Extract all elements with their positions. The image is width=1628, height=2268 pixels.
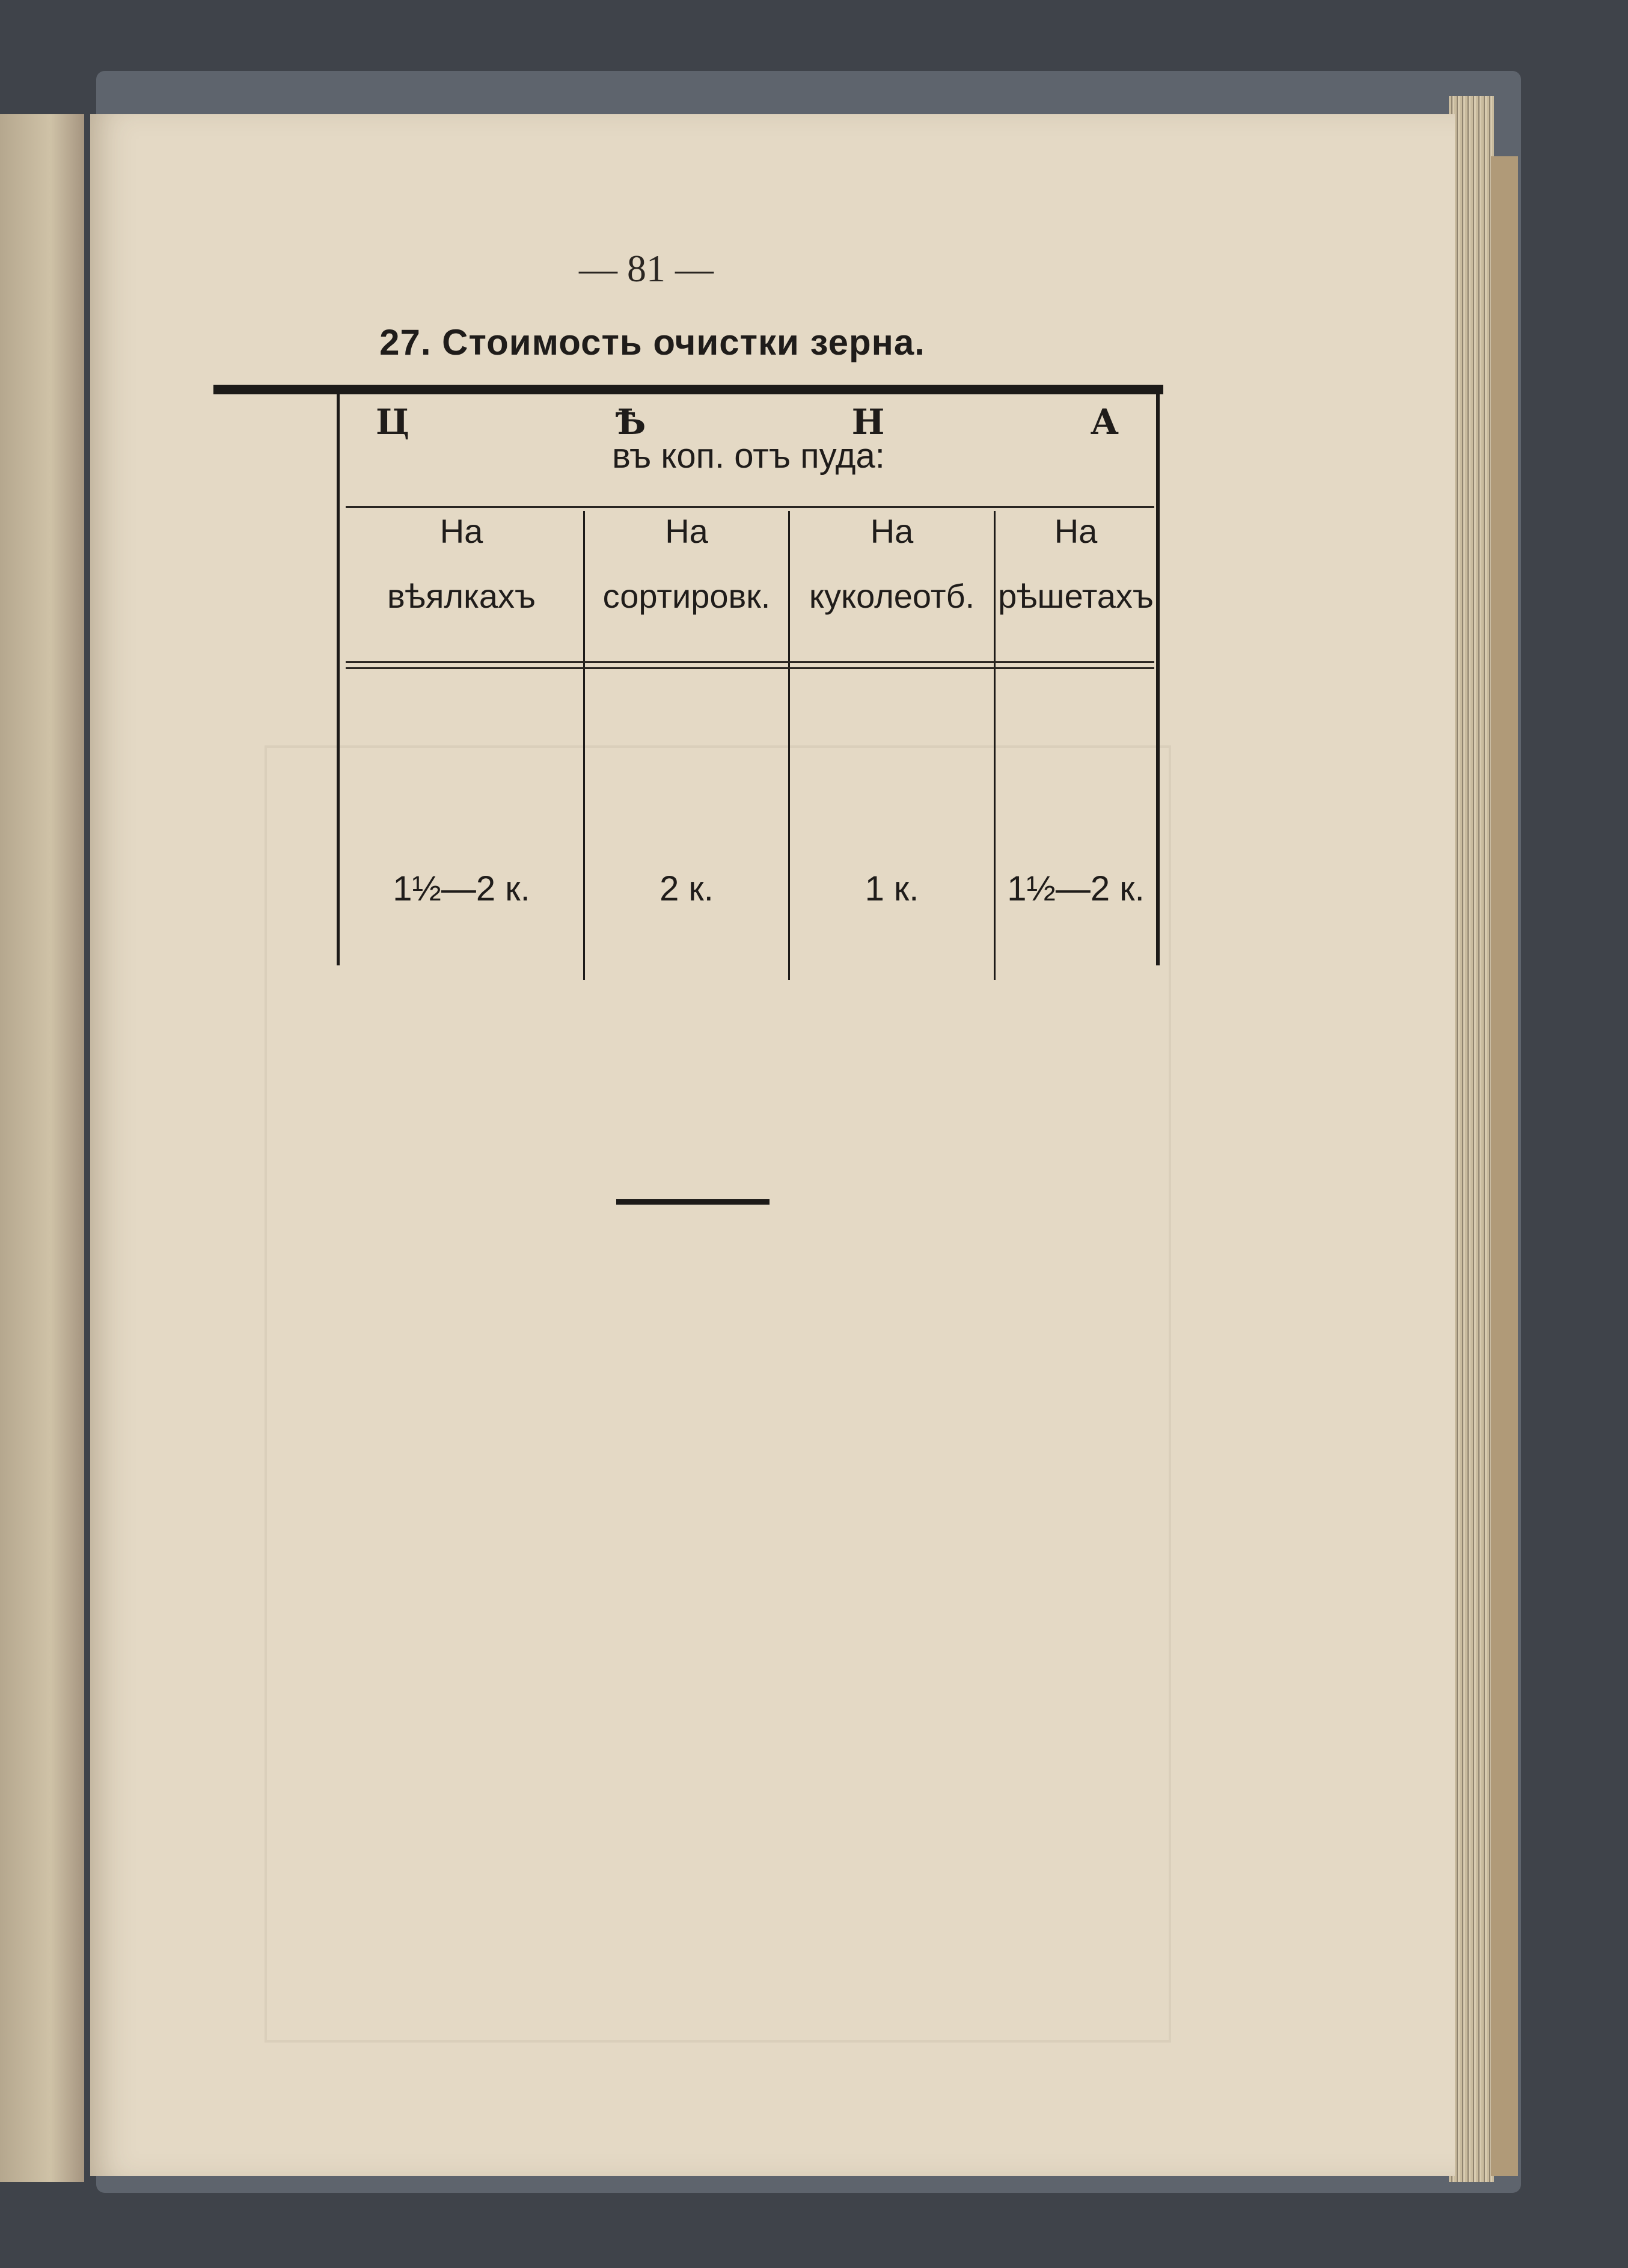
header-bottom-rule: [346, 661, 1154, 663]
unit-label: въ коп. отъ пуда:: [612, 436, 885, 475]
header-letter: Ц: [376, 402, 412, 442]
page-number: — 81 —: [579, 247, 714, 290]
table-cell-value: 1 к.: [864, 869, 919, 908]
column-header-veyalki: На вѣялкахъ: [387, 512, 536, 615]
end-rule: [616, 1199, 770, 1205]
book-page: [90, 114, 1455, 2176]
header-bottom-rule: [346, 667, 1154, 669]
endboard: [1491, 156, 1518, 2176]
table-right-border: [1156, 394, 1160, 965]
table-cell-value: 1½—2 к.: [393, 869, 530, 908]
page-title: 27. Стоимость очистки зерна.: [379, 322, 925, 362]
table-cell-value: 2 к.: [659, 869, 714, 908]
column-header-kukoleotbornik: На куколеотб.: [809, 512, 975, 615]
left-facing-page: [0, 114, 84, 2182]
bleed-through: [265, 745, 1171, 2043]
header-letter: Н: [851, 402, 887, 442]
table-cell-value: 1½—2 к.: [1007, 869, 1145, 908]
header-letter: А: [1090, 402, 1121, 442]
page-edges: [1449, 96, 1494, 2182]
column-header-sortirovka: На сортировк.: [602, 512, 771, 615]
header-letter: Ѣ: [615, 402, 649, 442]
table-top-rule: [213, 385, 1163, 394]
column-header-resheta: На рѣшетахъ: [998, 512, 1154, 615]
